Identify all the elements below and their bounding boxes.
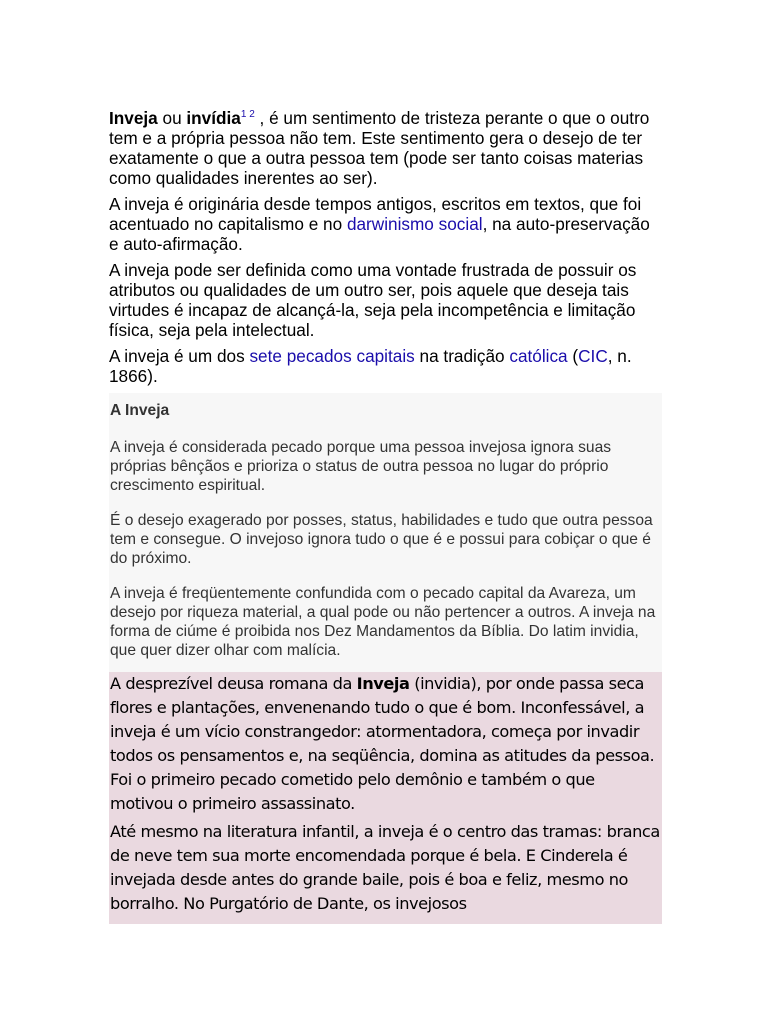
intro-paragraph — [109, 108, 662, 188]
sins-paragraph — [109, 346, 662, 386]
origin-paragraph — [109, 194, 662, 254]
or-text: ou — [157, 108, 187, 128]
reference-2-link[interactable]: 2 — [249, 109, 255, 120]
sins-text-2: na tradição — [414, 346, 510, 366]
deusa-section — [109, 672, 662, 924]
cic-link[interactable]: CIC — [578, 346, 608, 366]
origin-text-1: A inveja é originária desde tempos antigos, escritos em textos, que foi acentuado no capitalismo e no — [109, 194, 642, 234]
deusa-text-1: A desprezível deusa romana da — [110, 674, 357, 693]
darwinismo-social-link[interactable]: darwinismo social — [346, 214, 483, 234]
deusa-bold-inveja: Inveja — [356, 674, 410, 693]
definition-paragraph: A inveja pode ser definida como uma vontade frustrada de possuir os atributos ou qualidades de um outro ser, pois aquele que deseja tais virtudes é incapaz de alcançá-la, seja pela incompetência e limitação física, seja pela intelectual. — [109, 260, 637, 340]
a-inveja-section — [109, 393, 662, 672]
term-inveja: Inveja — [109, 108, 158, 128]
deusa-paragraph-2: Até mesmo na literatura infantil, a inveja é o centro das tramas: branca de neve tem sua morte encomendada porque é bela. E Cinderela é invejada desde antes do grande baile, pois é boa e feliz, mesmo no borralho. No Purgatório de Dante, os invejosos — [110, 822, 660, 913]
section-paragraph-3: A inveja é freqüentemente confundida com o pecado capital da Avareza, um desejo por riqueza material, a qual pode ou não pertencer a outros. A inveja na forma de ciúme é proibida nos Dez Mandamentos da Bíblia. Do latim invidia, que quer dizer olhar com malícia. — [110, 585, 656, 659]
deusa-text-2: (invidia), por onde passa seca flores e plantações, envenenando tudo o que é bom. Inconfessável, a inveja é um vício constrangedor: atormentadora, começa por invadir todos os pensamentos e, na seqüência, domina as atitudes da pessoa. Foi o primeiro pecado cometido pelo demônio e também o que motivou o primeiro assassinato. — [110, 674, 655, 813]
sins-text-1: A inveja é um dos — [109, 346, 250, 366]
sins-text-4: , n. 1866). — [109, 346, 632, 386]
section-paragraph-2: É o desejo exagerado por posses, status, habilidades e tudo que outra pessoa tem e consegue. O invejoso ignora tudo o que é e possui para cobiçar o que é do próximo. — [110, 512, 653, 567]
document-page — [109, 108, 662, 924]
term-invidia: invídia — [186, 108, 241, 128]
intro-text: , é um sentimento de tristeza perante o que o outro tem e a própria pessoa não tem. Este sentimento gera o desejo de ter exatamente o que a outra pessoa tem (pode ser tanto coisas materias como qualidades inerentes ao ser). — [109, 108, 650, 188]
section-paragraph-1: A inveja é considerada pecado porque uma pessoa invejosa ignora suas próprias bênçãos e prioriza o status de outra pessoa no lugar do próprio crescimento espiritual. — [110, 439, 612, 494]
origin-text-2: , na auto-preservação e auto-afirmação. — [109, 214, 650, 254]
deusa-paragraph-1 — [110, 672, 661, 816]
section-heading: A Inveja — [110, 402, 170, 419]
sins-text-3: ( — [567, 346, 579, 366]
catolica-link[interactable]: católica — [509, 346, 568, 366]
sete-pecados-capitais-link[interactable]: sete pecados capitais — [249, 346, 415, 366]
reference-1-link[interactable]: 1 — [240, 109, 247, 120]
